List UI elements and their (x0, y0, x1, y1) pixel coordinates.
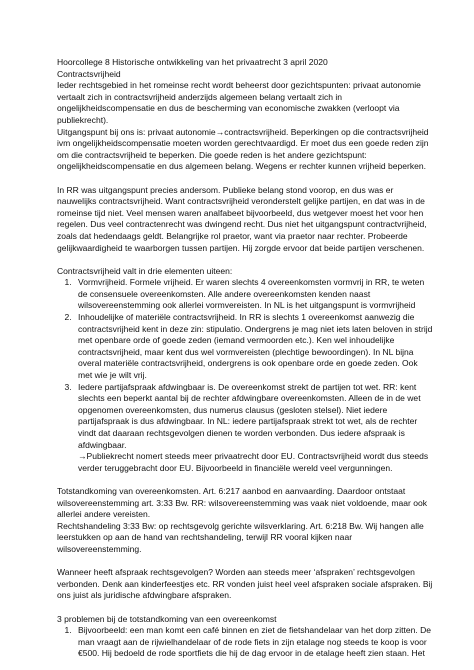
section-heading: Contractsvrijheid (57, 68, 121, 79)
paragraph: Totstandkoming van overeenkomsten. Art. 6:217 aanbod en aanvaarding. Daardoor ontstaat wilsovereenstemming art. 3:33 Bw. RR: wilsovereenstemming was vaak niet voldoende, maar ook allerlei andere vereisten. (57, 485, 428, 520)
list-item: 3. Iedere partijafspraak afdwingbaar is. De overeenkomst strekt de partijen tot wet. RR: kent slechts een beperkt aantal bij de rechter afdwingbare overeenkomsten. Alleen de in de wet opgenomen overeenkomsten, dus numerus clausus (gesloten stelsel). Niet iedere partijafspraak is dus afdwingbaar. In NL: iedere partijafspraak strekt tot wet, als de rechter vindt dat daaraan rechtsgevolgen dienen te worden verbonden. Dus iedere afspraak is afdwingbaar. →Publiekrecht nomert steeds meer privaatrecht door EU. Contractsvrijheid wordt dus steeds verder teruggebracht door EU. Bijvoorbeeld in financiële wereld veel vergunningen. (74, 382, 434, 475)
paragraph: In RR was uitgangspunt precies andersom. Publieke belang stond voorop, en dus was er nauwelijks contractsvrijheid. Want contractsvrijheid veronderstelt gelijke partijen, en dat was in de romeinse tijd niet. Veel mensen waren analfabeet bijvoorbeeld, dus wetgever moest het voor hen regelen. Dus veel contractenrecht was dwingend recht. Dus niet het uitgangspunt contractvrijheid, zoals dat hedendaags geldt. Belangrijke rol praetor, want via praetor naar rechter. Probeerde gelijkwaardigheid te waarborgen tussen partijen. Hij zorgde ervoor dat beide partijen verschenen. (57, 184, 427, 253)
paragraph: Uitgangspunt bij ons is: privaat autonomie→contractsvrijheid. Beperkingen op die contractsvrijheid ivm ongelijkheidscompensatie moeten worden gerechtvaardigd. Er moet dus een goede reden zijn om die contractsvrijheid te beperken. Die goede reden is het andere gezichtspunt: ongelijkheidscompensatie en dus algemeen belang. Wegens er rechter kunnen vrijheid beperken. (57, 126, 429, 172)
paragraph: Wanneer heeft afspraak rechtsgevolgen? Worden aan steeds meer ‘afspraken’ rechtsgevolgen verbonden. Denk aan kinderfeestjes etc. RR vonden juist heel veel afspraken sociale afspraken. Bij ons juist als juridische afdwingbare afspraken. (57, 567, 433, 601)
list-item: 2. Inhoudelijke of materiële contractsvrijheid. In RR is slechts 1 overeenkomst aanwezig die contractsvrijheid kent in deze zin: stipulatio. Ondergrens je mag niet iets laten beloven in strijd met openbare orde of goede zeden (iemand vermoorden etc.). Ken wel inhoudelijke contractsvrijheid, maar kent dus wel vormvereisten (plechtige bewoordingen). In NL bijna overal materiële contractsvrijheid, ondergrens is ook openbare orde en goede zeden. Ook met wie je wilt vrij. (74, 312, 434, 382)
document-title: Hoorcollege 8 Historische ontwikkeling van het privaatrecht 3 april 2020 (57, 57, 328, 67)
list-item: 1. Bijvoorbeeld: een man komt een café binnen en ziet de fietshandelaar van het dorp zitten. De man vraagt aan de rijwielhandelaar of de rode fiets in zijn etalage nog steeds te koop is voor €500. Hij bedoeld de rode sportfiets die hij de dag ervoor in de etalage heeft zien staan. Het (74, 625, 434, 660)
list-item: 1. Vormvrijheid. Formele vrijheid. Er waren slechts 4 overeenkomsten vormvrij in RR, te weten de consensuele overeenkomsten. Alle andere overeenkomsten kenden naast wilsovereenstemming ook allerlei vormvereisten. In NL is het uitgangspunt is vormvrijheid (74, 277, 434, 312)
numbered-list (57, 277, 434, 474)
paragraph: Ieder rechtsgebied in het romeinse recht wordt beheerst door gezichtspunten: privaat autonomie vertaalt zich in contractsvrijheid anderzijds algemeen belang vertaalt zich in ongelijkheidscompensatie en dus de bescherming van economische zwakken (verloopt via publiekrecht). (57, 80, 421, 125)
paragraph: Rechtshandeling 3:33 Bw: op rechtsgevolg gerichte wilsverklaring. Art. 6:218 Bw. Wij hangen alle leerstukken op aan de hand van rechtshandeling, terwijl RR vooral kijken naar wilsovereenstemming. (57, 520, 424, 554)
list-intro: Contractsvrijheid valt in drie elementen uiteen: (57, 265, 233, 276)
list-intro: 3 problemen bij de totstandkoming van een overeenkomst (57, 613, 277, 624)
list-item-note: →Publiekrecht nomert steeds meer privaatrecht door EU. Contractsvrijheid wordt dus steeds verder teruggebracht door EU. Bijvoorbeeld in financiële wereld veel vergunningen. (78, 451, 429, 473)
numbered-list (57, 625, 434, 660)
